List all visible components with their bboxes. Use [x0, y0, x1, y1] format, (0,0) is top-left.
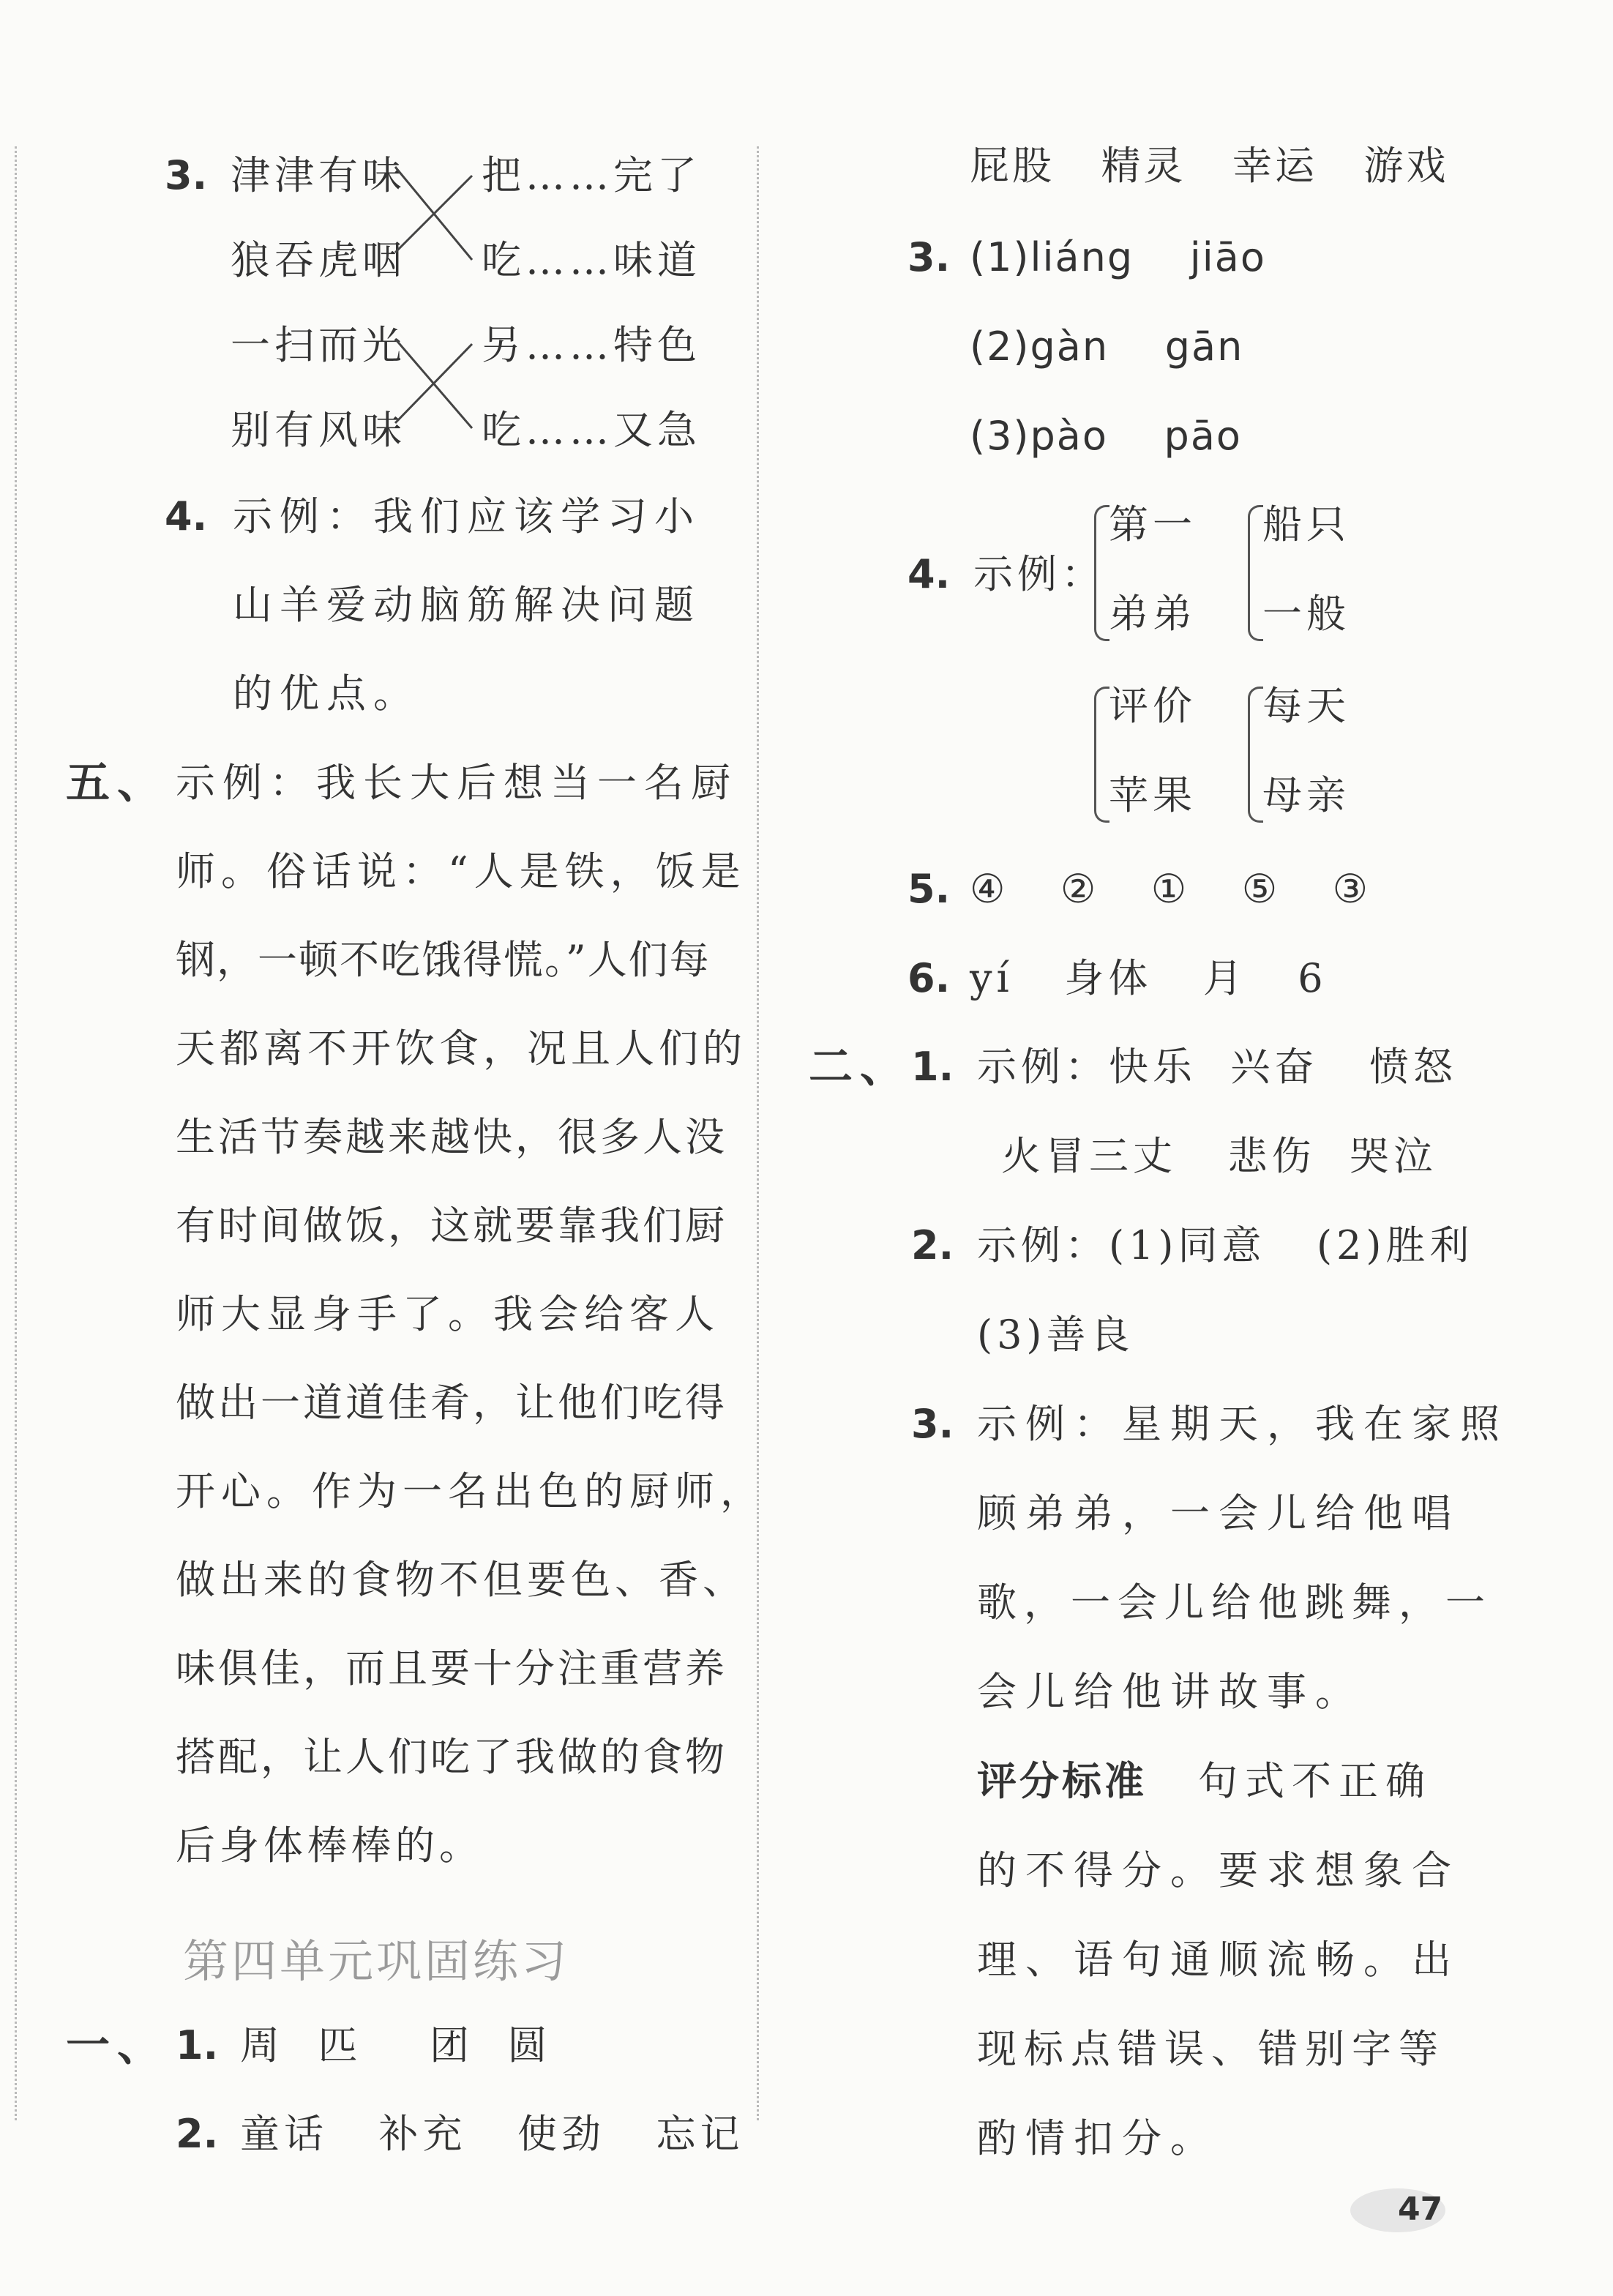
brace-group1-b — [1248, 505, 1263, 641]
section2-q2-number: 2. — [911, 1222, 954, 1268]
scoring-label: 评分标准 — [977, 1758, 1147, 1804]
group1-a-1: 第一 — [1109, 501, 1197, 547]
section5-line-5: 生活节奏越来越快，很多人没 — [176, 1114, 727, 1160]
left-q4-line-3: 的优点。 — [233, 670, 420, 717]
section2-q3-line-1: 示例：星期天，我在家照 — [977, 1401, 1508, 1447]
left-q3-item-2: 狼吞虎咽 — [231, 237, 406, 283]
scoring-line-4: 酌情扣分。 — [977, 2115, 1219, 2161]
match-line-2 — [395, 176, 472, 253]
section1-q2-number: 2. — [176, 2111, 219, 2157]
section5-line-9: 开心。作为一名出色的厨师， — [176, 1468, 766, 1514]
scoring-line-3: 现标点错误、错别字等 — [977, 2026, 1445, 2072]
section5-line-11: 味俱佳，而且要十分注重营养 — [176, 1645, 727, 1691]
section5-line-1: 示例：我长大后想当一名厨 — [176, 760, 738, 806]
section2-q3-line-2: 顾弟弟，一会儿给他唱 — [977, 1490, 1460, 1536]
section1-label: 一、 — [66, 2020, 168, 2071]
section2-q1-number: 1. — [911, 1044, 954, 1090]
right-q6-number: 6. — [907, 955, 951, 1001]
group2-a-2: 苹果 — [1109, 772, 1197, 818]
right-q3-item-2: (2)gàn gān — [970, 324, 1244, 370]
right-q3-item-1: 把……完了 — [482, 152, 701, 198]
right-q6-text: yí 身体 月 6 — [970, 955, 1328, 1001]
section2-q1-line-1: 示例：快乐 兴奋 愤怒 — [977, 1044, 1457, 1090]
right-q3-item-2: 吃……味道 — [482, 237, 701, 283]
scoring-first-text: 句式不正确 — [1198, 1758, 1432, 1804]
section2-q1-line-2: 火冒三丈 悲伤 哭泣 — [1001, 1133, 1437, 1179]
group2-a-1: 评价 — [1109, 683, 1197, 729]
matching-lines — [0, 0, 1613, 512]
section1-q1-text: 周 匹 团 圆 — [240, 2022, 552, 2068]
group1-a-2: 弟弟 — [1109, 591, 1197, 637]
scoring-line-2: 理、语句通顺流畅。出 — [977, 1937, 1460, 1983]
section2-q2-line-2: (3)善良 — [977, 1312, 1134, 1358]
page-number: 47 — [1398, 2191, 1443, 2228]
section5-line-6: 有时间做饭，这就要靠我们厨 — [176, 1203, 727, 1249]
right-q3-item-3: (3)pào pāo — [970, 413, 1242, 459]
right-q3-item-4: 吃……又急 — [482, 407, 701, 453]
section2-q3-line-4: 会儿给他讲故事。 — [977, 1669, 1363, 1715]
brace-group1-a — [1094, 505, 1109, 641]
brace-group2-a — [1094, 687, 1109, 823]
right-q4-prefix: 示例： — [973, 551, 1105, 597]
scoring-first-line — [977, 1758, 1432, 1804]
section5-line-4: 天都离不开饮食，况且人们的 — [176, 1025, 746, 1072]
group1-b-1: 船只 — [1262, 501, 1350, 547]
group1-b-2: 一般 — [1262, 591, 1350, 637]
left-q4-number: 4. — [165, 493, 208, 539]
right-q4-number: 4. — [907, 551, 951, 597]
section5-line-10: 做出来的食物不但要色、香、 — [176, 1557, 746, 1603]
right-q3-item-3: 另……特色 — [482, 322, 701, 368]
section2-q3-number: 3. — [911, 1401, 954, 1447]
section2-q2-line-1: 示例：(1)同意 (2)胜利 — [977, 1222, 1474, 1268]
section5-line-12: 搭配，让人们吃了我做的食物 — [176, 1734, 727, 1780]
right-q5-text: ④ ② ① ⑤ ③ — [970, 866, 1373, 912]
brace-group2-b — [1248, 687, 1263, 823]
scoring-line-1: 的不得分。要求想象合 — [977, 1847, 1460, 1893]
section1-q2-text: 童话 补充 使劲 忘记 — [240, 2111, 744, 2157]
section5-line-13: 后身体棒棒的。 — [176, 1822, 483, 1869]
group2-b-2: 母亲 — [1262, 772, 1350, 818]
section1-q1-number: 1. — [176, 2022, 219, 2068]
left-q3-item-1: 津津有味 — [231, 152, 406, 198]
section5-line-2: 师。俗话说：“人是铁，饭是 — [176, 848, 746, 894]
right-q3-item-1: (1)liáng jiāo — [970, 234, 1266, 280]
section2-label: 二、 — [809, 1042, 911, 1093]
right-q3-number: 3. — [907, 234, 951, 280]
left-q4-line-2: 山羊爱动脑筋解决问题 — [233, 582, 701, 628]
match-line-4 — [395, 344, 472, 423]
left-q3-item-4: 别有风味 — [231, 407, 406, 453]
section5-line-7: 师大显身手了。我会给客人 — [176, 1291, 720, 1337]
left-q3-number: 3. — [165, 152, 208, 198]
right-q5-number: 5. — [907, 866, 951, 912]
unit-heading: 第四单元巩固练习 — [183, 1934, 570, 1988]
section5-line-8: 做出一道道佳肴，让他们吃得 — [176, 1380, 727, 1426]
group2-b-1: 每天 — [1262, 683, 1350, 729]
left-q3-item-3: 一扫而光 — [231, 322, 406, 368]
section2-q3-line-3: 歌，一会儿给他跳舞，一 — [977, 1579, 1492, 1626]
section5-label: 五、 — [66, 758, 168, 809]
section5-line-3: 钢，一顿不吃饿得慌。”人们每 — [176, 937, 711, 983]
right-continuation: 屁股 精灵 幸运 游戏 — [970, 143, 1449, 189]
left-q4-line-1: 示例：我们应该学习小 — [233, 493, 701, 539]
